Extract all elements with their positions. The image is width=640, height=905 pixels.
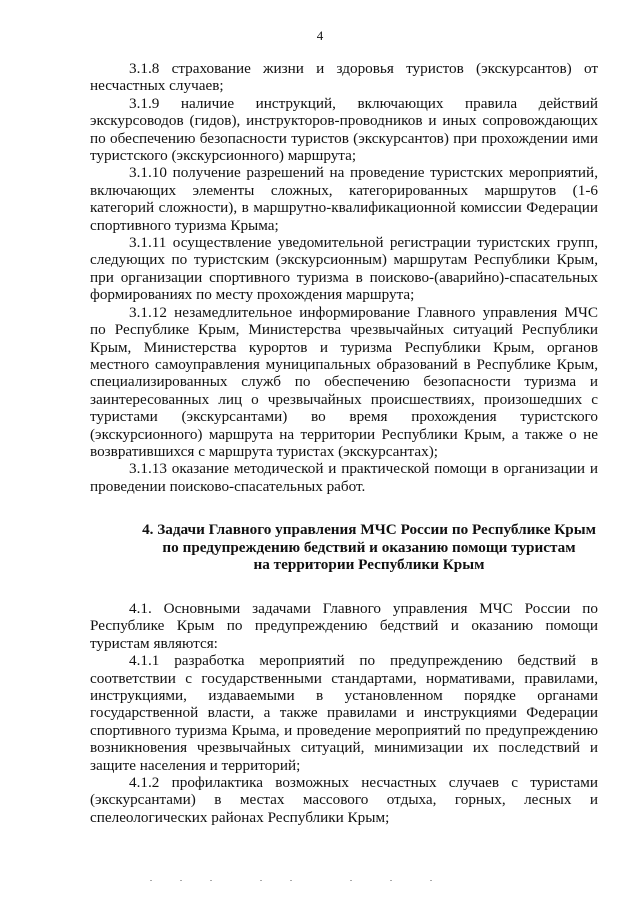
section-4-heading xyxy=(90,521,598,574)
paragraph-3-1-11: 3.1.11 осуществление уведомительной регистрации туристских групп, следующих по туристским (экскурсионным) маршрутам Республики Крым, при организации спортивного туризма в поисково-(аварийно)-спасательных формированиях по месту прохождения маршрута; xyxy=(90,234,598,304)
paragraph-3-1-8: 3.1.8 страхование жизни и здоровья туристов (экскурсантов) от несчастных случаев; xyxy=(90,60,598,95)
page-number: 4 xyxy=(316,28,324,43)
paragraph-4-1-2: 4.1.2 профилактика возможных несчастных случаев с туристами (экскурсантами) в местах массового отдыха, горных, лесных и спелеологических районах Республики Крым; xyxy=(90,774,598,826)
paragraph-3-1-13: 3.1.13 оказание методической и практической помощи в организации и проведении поисково-спасательных работ. xyxy=(90,460,598,495)
paragraph-3-1-10: 3.1.10 получение разрешений на проведение туристских мероприятий, включающих элементы сложных, категорированных маршрутов (1-6 категорий сложности), в маршрутно-квалификационной комиссии Федерации спортивного туризма Крыма; xyxy=(90,164,598,234)
paragraph-4-1-1: 4.1.1 разработка мероприятий по предупреждению бедствий в соответствии с государственными стандартами, нормативами, правилами, инструкциями, издаваемыми в установленном порядке органами государственной власти, а также правилами и инструкциями Федерации спортивного туризма Крыма, и проведение мероприятий по предупреждению возникновения чрезвычайных ситуаций, минимизации их последствий и защите населения и территорий; xyxy=(90,652,598,774)
paragraph-4-1: 4.1. Основными задачами Главного управления МЧС России по Республике Крым по предупреждению бедствий и оказанию помощи туристам являются: xyxy=(90,599,598,652)
paragraph-3-1-12: 3.1.12 незамедлительное информирование Главного управления МЧС по Республике Крым, Министерства чрезвычайных ситуаций Республики Крым, Министерства курортов и туризма Республики Крым, органов местного самоуправления муниципальных образований в Республике Крым, специализированных служб по обеспечению безопасности туризма и заинтересованных лиц о чрезвычайных происшествиях, произошедших с туристами (экскурсантами) во время прохождения туристского (экскурсионного) маршрута на территории Республики Крым, а также о не возвратившихся с маршрута туристах (экскурсантах); xyxy=(90,303,598,460)
heading-line-2: по предупреждению бедствий и оказанию помощи туристам xyxy=(162,538,576,556)
paragraph-3-1-9: 3.1.9 наличие инструкций, включающих правила действий экскурсоводов (гидов), инструкторов-проводников и иных сопровождающих по обеспечению безопасности туристов (экскурсантов) при прохождении ими туристского (экскурсионного) маршрута; xyxy=(90,94,598,165)
heading-line-1: 4. Задачи Главного управления МЧС России по Республике Крым xyxy=(142,521,596,539)
scan-artifact-dots xyxy=(150,880,450,884)
document-body xyxy=(90,60,598,826)
heading-line-3: на территории Республики Крым xyxy=(253,556,485,574)
